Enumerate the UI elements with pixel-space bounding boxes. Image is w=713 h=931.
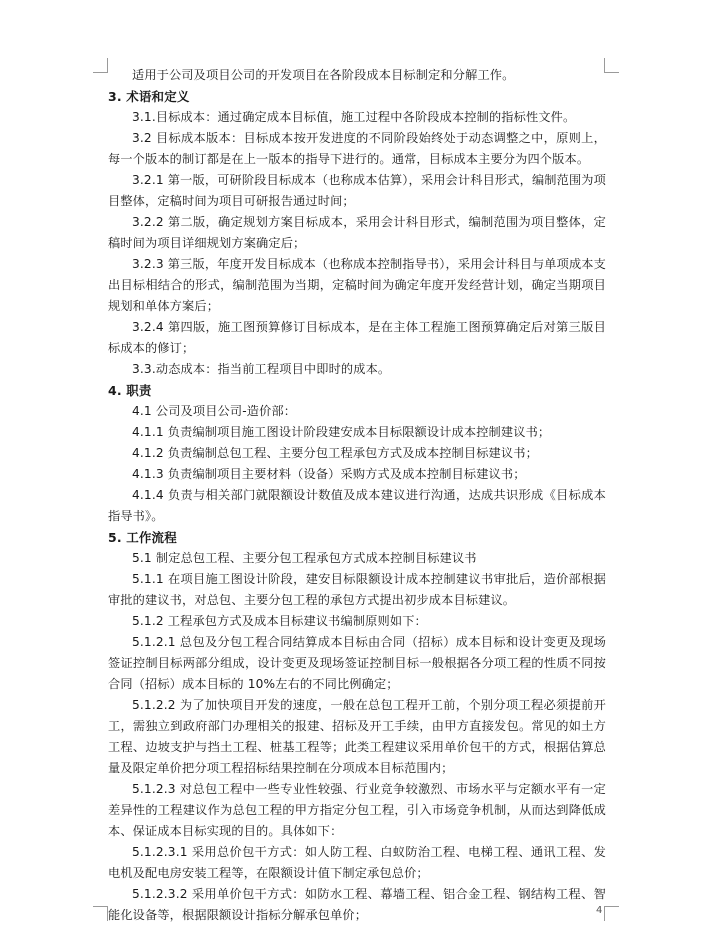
body-paragraph: 3.2 目标成本版本：目标成本按开发进度的不同阶段始终处于动态调整之中，原则上，每一个版本的制订都是在上一版本的指导下进行的。通常，目标成本主要分为四个版本。 [108,131,606,166]
crop-mark-bottom-left [93,906,108,921]
body-paragraph: 5.1.2.1 总包及分包工程合同结算成本目标由合同（招标）成本目标和设计变更及现场签证控制目标两部分组成，设计变更及现场签证控制目标一般根据各分项工程的性质不同按合同（招标）成本目标的 10%左右的不同比例确定； [108,635,606,691]
section-heading: 3. 术语和定义 [108,89,190,104]
body-paragraph: 4.1.4 负责与相关部门就限额设计数值及成本建议进行沟通，达成共识形成《目标成本指导书》。 [108,488,606,523]
body-paragraph: 5.1.2 工程承包方式及成本目标建议书编制原则如下： [132,614,427,628]
body-paragraph: 4.1.1 负责编制项目施工图设计阶段建安成本目标限额设计成本控制建议书； [132,425,551,439]
body-paragraph: 4.1.2 负责编制总包工程、主要分包工程承包方式及成本控制目标建议书； [132,446,538,460]
body-paragraph: 3.2.3 第三版，年度开发目标成本（也称成本控制指导书），采用会计科目与单项成本支出目标相结合的形式，编制范围为当期，定稿时间为确定年度开发经营计划，确定当期项目规划和单体方案后； [108,257,606,313]
body-paragraph: 3.1.目标成本：通过确定成本目标值，施工过程中各阶段成本控制的指标性文件。 [132,110,576,124]
body-paragraph: 4.1.3 负责编制项目主要材料（设备）采购方式及成本控制目标建议书； [132,467,526,481]
body-paragraph: 5.1.2.3 对总包工程中一些专业性较强、行业竞争较激烈、市场水平与定额水平有一定差异性的工程建议作为总包工程的甲方指定分包工程，引入市场竞争机制，从而达到降低成本、保证成本目标实现的目的。具体如下： [108,782,606,838]
crop-mark-top-left [93,58,108,73]
page-number: 4 [596,905,603,916]
body-paragraph: 5.1.1 在项目施工图设计阶段，建安目标限额设计成本控制建议书审批后，造价部根据审批的建议书，对总包、主要分包工程的承包方式提出初步成本目标建议。 [108,572,606,607]
body-paragraph: 3.3.动态成本：指当前工程项目中即时的成本。 [132,362,391,376]
document-body [108,65,606,926]
section-heading: 5. 工作流程 [108,530,177,545]
body-paragraph: 适用于公司及项目公司的开发项目在各阶段成本目标制定和分解工作。 [132,68,515,82]
body-paragraph: 4.1 公司及项目公司-造价部： [132,404,297,418]
crop-mark-bottom-right [604,906,619,921]
section-heading: 4. 职责 [108,383,152,398]
body-paragraph: 5.1.2.2 为了加快项目开发的速度，一般在总包工程开工前，个别分项工程必须提前开工，需独立到政府部门办理相关的报建、招标及开工手续，由甲方直接发包。常见的如土方工程、边坡支护与挡土工程、桩基工程等；此类工程建议采用单价包干的方式，根据估算总量及限定单价把分项工程招标结果控制在分项成本目标范围内； [108,698,606,775]
body-paragraph: 5.1.2.3.1 采用总价包干方式：如人防工程、白蚁防治工程、电梯工程、通讯工程、发电机及配电房安装工程等，在限额设计值下制定承包总价； [108,845,606,880]
body-paragraph: 3.2.1 第一版，可研阶段目标成本（也称成本估算），采用会计科目形式，编制范围为项目整体，定稿时间为项目可研报告通过时间； [108,173,606,208]
body-paragraph: 5.1.2.3.2 采用单价包干方式：如防水工程、幕墙工程、铝合金工程、钢结构工程、智能化设备等，根据限额设计指标分解承包单价； [108,887,606,922]
body-paragraph: 5.1 制定总包工程、主要分包工程承包方式成本控制目标建议书 [132,551,477,565]
crop-mark-top-right [604,58,619,73]
body-paragraph: 3.2.4 第四版，施工图预算修订目标成本，是在主体工程施工图预算确定后对第三版目标成本的修订； [108,320,606,355]
body-paragraph: 3.2.2 第二版，确定规划方案目标成本，采用会计科目形式，编制范围为项目整体，定稿时间为项目详细规划方案确定后； [108,215,606,250]
